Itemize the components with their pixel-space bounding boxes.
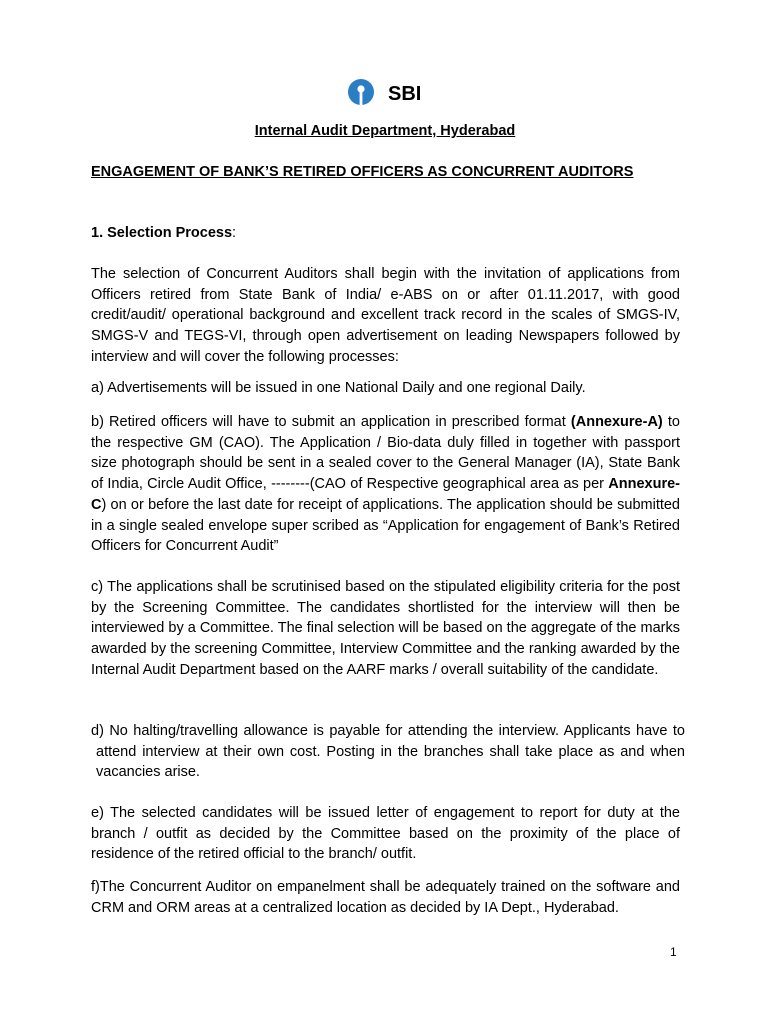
document-title: ENGAGEMENT OF BANK’S RETIRED OFFICERS AS CONCURRENT AUDITORS — [91, 164, 634, 180]
page-number: 1 — [670, 945, 677, 959]
section-heading-text: 1. Selection Process — [91, 225, 233, 241]
paragraph-d: d) No halting/travelling allowance is payable for attending the interview. Applicants have to attend interview at their own cost. Posting in the branches shall take place as and when vacancies arise. — [91, 723, 685, 781]
paragraph-b-part2: to the respective GM (CAO). The Application / Bio-data duly filled in together with passport size photograph should be sent in a sealed cover to the General Manager (IA), State Bank of India, Circle Audit Office, --------(CAO of Respective geographical area as per — [91, 414, 680, 493]
paragraph-c: c) The applications shall be scrutinised based on the stipulated eligibility criteria for the post by the Screening Committee. The candidates shortlisted for the interview will then be interviewed by a Committee. The final selection will be based on the aggregate of the marks awarded by the screening Committee, Interview Committee and the ranking awarded by the Internal Audit Department based on the AARF marks / overall suitability of the candidate. — [91, 579, 680, 678]
paragraph-a: a) Advertisements will be issued in one National Daily and one regional Daily. — [91, 380, 586, 396]
paragraph-b-part1: b) Retired officers will have to submit an application in prescribed format — [91, 414, 571, 430]
section-heading — [91, 223, 236, 243]
section-heading-colon: : — [232, 225, 237, 241]
logo-text: SBI — [388, 83, 422, 105]
logo-row — [0, 78, 770, 108]
department-heading: Internal Audit Department, Hyderabad — [254, 123, 516, 139]
paragraph-e: e) The selected candidates will be issued letter of engagement to report for duty at the branch / outfit as decided by the Committee based on the proximity of the place of residence of the retired official to the branch/ outfit. — [91, 805, 680, 863]
intro-paragraph: The selection of Concurrent Auditors shall begin with the invitation of applications from Officers retired from State Bank of India/ e-ABS on or after 01.11.2017, with good credit/audit/ operational background and excellent track record in the scales of SMGS-IV, SMGS-V and TEGS-VI, through open advertisement on leading Newspapers followed by interview and will cover the following processes: — [91, 266, 680, 365]
paragraph-b-part3: ) on or before the last date for receipt of applications. The application should be submitted in a single sealed envelope super scribed as “Application for engagement of Bank’s Retired Officers for Concurrent Audit” — [91, 496, 680, 555]
sbi-logo-icon — [344, 78, 378, 108]
annexure-a-label: (Annexure-A) — [570, 414, 663, 430]
paragraph-b — [91, 412, 680, 557]
paragraph-f: f)The Concurrent Auditor on empanelment shall be adequately trained on the software and CRM and ORM areas at a centralized location as decided by IA Dept., Hyderabad. — [91, 879, 680, 916]
annexure-c-label: Annexure-C — [91, 476, 680, 513]
